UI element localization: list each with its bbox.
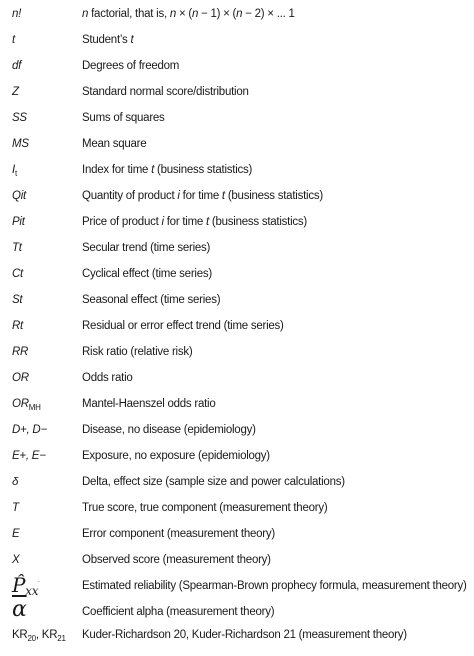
table-row: [0, 191, 474, 217]
table-row: [0, 321, 474, 347]
symbol-cell: Pit: [12, 216, 25, 228]
table-row: [0, 425, 474, 451]
table-row: [0, 165, 474, 191]
table-row: [0, 373, 474, 399]
symbol-cell: t: [12, 34, 15, 46]
symbol-cell: E: [12, 528, 20, 540]
table-row: [0, 87, 474, 113]
description-cell: Standard normal score/distribution: [82, 86, 249, 98]
table-row: [0, 295, 474, 321]
description-cell: Seasonal effect (time series): [82, 294, 221, 306]
symbol-cell: $I_t$: [12, 164, 17, 178]
symbol-cell: T: [12, 502, 19, 514]
symbol-cell: D+, D−: [12, 424, 47, 436]
description-cell: Mantel-Haenszel odds ratio: [82, 398, 216, 410]
table-row: [0, 503, 474, 529]
description-cell: Observed score (measurement theory): [82, 554, 271, 566]
description-cell: Disease, no disease (epidemiology): [82, 424, 256, 436]
symbol-cell: X: [12, 554, 20, 566]
table-row: [0, 630, 474, 656]
table-row: [0, 573, 474, 607]
description-cell: Residual or error effect trend (time series): [82, 320, 284, 332]
symbol-cell: Tt: [12, 242, 22, 254]
symbol-cell: Qit: [12, 190, 26, 202]
estimated-reliability-symbol: P̂xx′: [12, 573, 40, 598]
description-cell: Delta, effect size (sample size and power calculations): [82, 476, 345, 488]
coefficient-alpha-symbol: $\overline{\alpha}$: [12, 597, 27, 622]
description-cell: n factorial, that is, n × (n − 1) × (n − 2) × ... 1: [82, 8, 295, 20]
symbol-cell: n!: [12, 8, 22, 20]
table-row: [0, 9, 474, 35]
table-row: [0, 61, 474, 87]
description-cell: Cyclical effect (time series): [82, 268, 212, 280]
description-cell: Kuder-Richardson 20, Kuder-Richardson 21 (measurement theory): [82, 629, 407, 641]
table-row: [0, 477, 474, 503]
description-cell: Exposure, no exposure (epidemiology): [82, 450, 270, 462]
symbol-cell: df: [12, 60, 22, 72]
symbol-cell: SS: [12, 112, 27, 124]
symbol-cell: RR: [12, 346, 29, 358]
description-cell: Secular trend (time series): [82, 242, 211, 254]
table-row: [0, 555, 474, 581]
table-row: [0, 217, 474, 243]
description-cell: Risk ratio (relative risk): [82, 346, 193, 358]
description-cell: Estimated reliability (Spearman-Brown prophecy formula, measurement theory): [82, 580, 467, 592]
description-cell: Coefficient alpha (measurement theory): [82, 606, 275, 618]
description-cell: Quantity of product i for time t (business statistics): [82, 190, 323, 202]
symbol-cell: $OR_{MH}$: [12, 398, 41, 412]
symbol-cell: $KR_{20}$, $KR_{21}$: [12, 629, 66, 643]
symbol-cell: [12, 597, 27, 629]
description-cell: Index for time t (business statistics): [82, 164, 253, 176]
table-row: [0, 347, 474, 373]
table-row: [0, 399, 474, 425]
description-cell: Price of product i for time t (business statistics): [82, 216, 308, 228]
table-row: [0, 113, 474, 139]
symbol-cell: St: [12, 294, 23, 306]
table-row: [0, 529, 474, 555]
description-cell: True score, true component (measurement theory): [82, 502, 328, 514]
description-cell: Odds ratio: [82, 372, 133, 384]
table-row: [0, 35, 474, 61]
description-cell: Sums of squares: [82, 112, 165, 124]
description-cell: Mean square: [82, 138, 147, 150]
description-cell: Student’s t: [82, 34, 134, 46]
table-row: [0, 451, 474, 477]
symbol-cell: Ct: [12, 268, 23, 280]
symbol-cell: E+, E−: [12, 450, 46, 462]
symbol-cell: Z: [12, 86, 19, 98]
description-cell: Error component (measurement theory): [82, 528, 275, 540]
table-row: [0, 269, 474, 295]
symbol-cell: OR: [12, 372, 29, 384]
symbol-cell: δ: [12, 476, 19, 488]
table-row: [0, 139, 474, 165]
table-row: [0, 243, 474, 269]
symbol-cell: MS: [12, 138, 29, 150]
description-cell: Degrees of freedom: [82, 60, 180, 72]
symbol-cell: Rt: [12, 320, 23, 332]
